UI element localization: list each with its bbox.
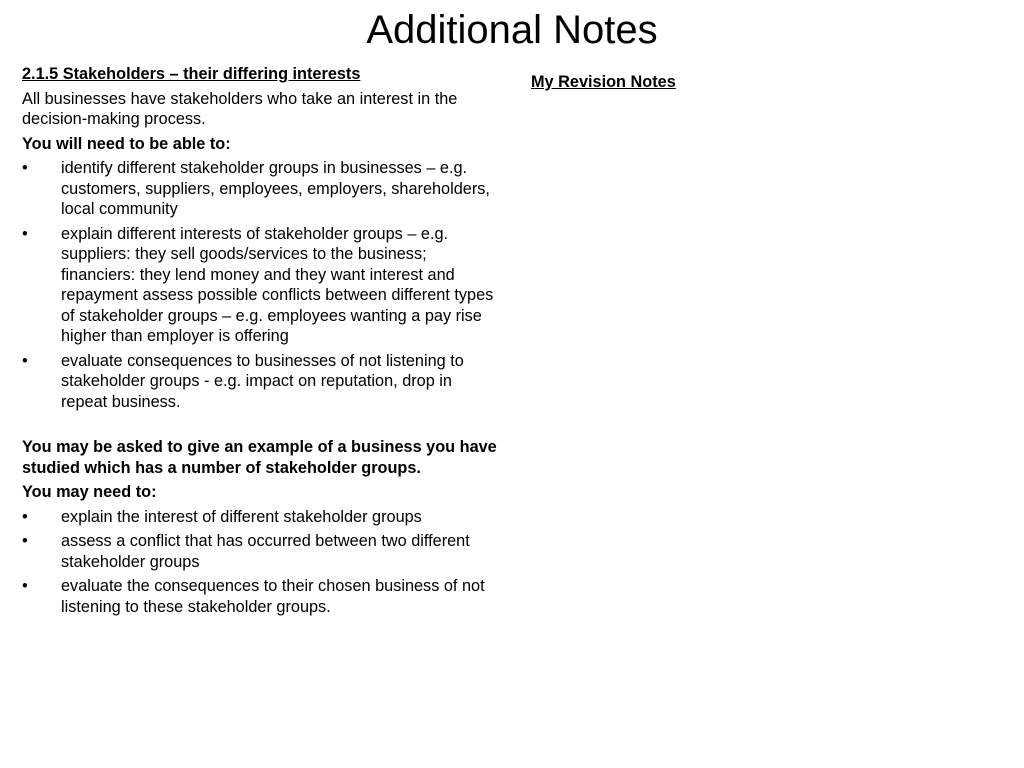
slide-title: Additional Notes [366,8,658,52]
list-item [22,576,500,617]
spacer [22,416,500,437]
need-label: You will need to be able to: [22,134,231,153]
need-list [22,158,500,412]
list-item [22,224,500,347]
list-item [22,351,500,413]
bullet-icon: • [22,351,28,370]
list-item [22,158,500,220]
list-item-text: explain different interests of stakeholder groups – e.g. suppliers: they sell goods/services to the business; financiers: they lend money and they want interest and repayment assess possible conflicts between different types of stakeholder groups – e.g. employees wanting a pay rise higher than employer is offering [61,224,494,345]
bullet-icon: • [22,507,28,526]
left-column [22,64,500,621]
bullet-icon: • [22,159,28,177]
revision-notes-heading: My Revision Notes [531,73,676,91]
bullet-icon: • [22,532,28,550]
bullet-icon: • [22,577,28,595]
example-prompt: You may be asked to give an example of a business you have studied which has a number of stakeholder groups. [22,438,497,477]
list-item-text: evaluate consequences to businesses of not listening to stakeholder groups - e.g. impact on reputation, drop in repeat business. [61,351,464,411]
section-heading: 2.1.5 Stakeholders – their differing interests [22,65,361,83]
may-need-label: You may need to: [22,483,157,501]
may-need-list [22,507,500,618]
list-item-text: assess a conflict that has occurred between two different stakeholder groups [61,532,470,571]
right-column [531,72,991,97]
intro-text: All businesses have stakeholders who take an interest in the decision-making process. [22,89,458,128]
list-item-text: evaluate the consequences to their chosen business of not listening to these stakeholder groups. [61,577,485,616]
list-item [22,531,500,572]
list-item-text: identify different stakeholder groups in businesses – e.g. customers, suppliers, employees, employers, shareholders, local community [61,159,490,218]
list-item [22,507,500,528]
bullet-icon: • [22,224,28,243]
list-item-text: explain the interest of different stakeholder groups [61,507,422,526]
